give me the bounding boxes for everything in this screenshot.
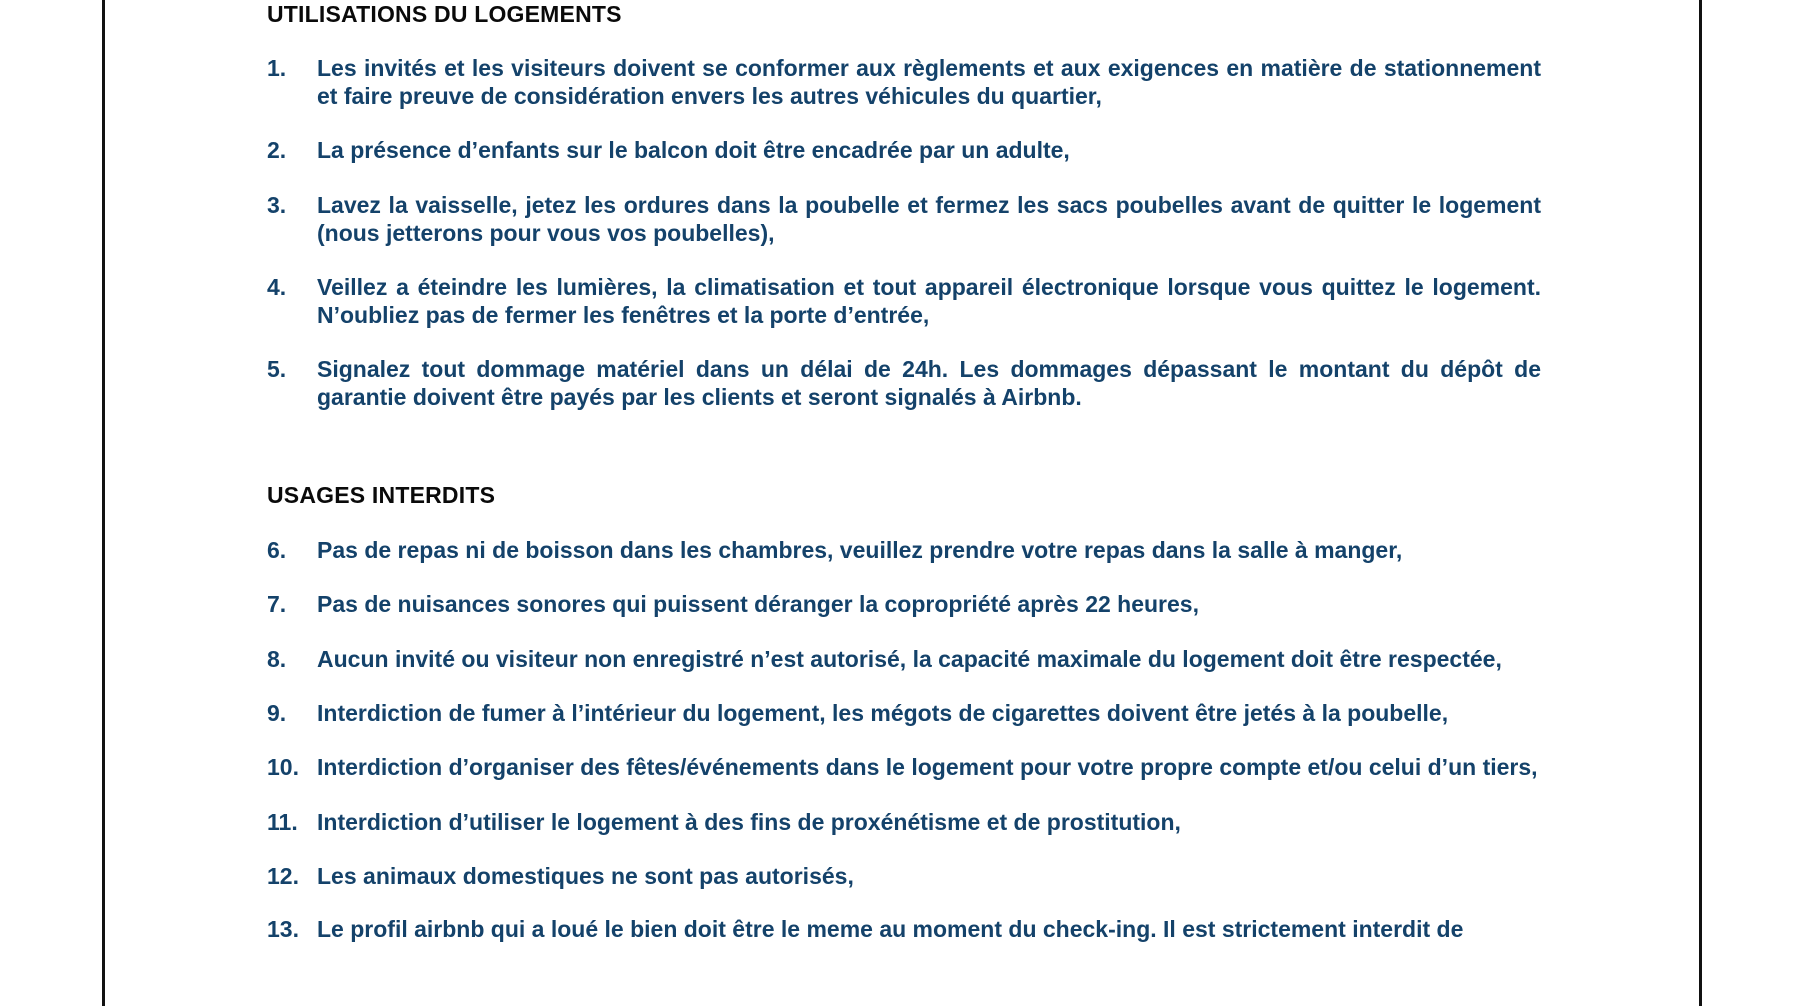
rule-number: 11. [267,809,298,835]
rule-item [267,590,1541,618]
rule-item [267,645,1541,673]
rule-item [267,699,1541,727]
rule-number: 4. [267,274,287,300]
rule-number: 2. [267,137,287,163]
rules-list-interdits [267,536,1541,943]
rule-text: Aucun invité ou visiteur non enregistré n’est autorisé, la capacité maximale du logement doit être respectée, [317,646,1502,672]
document-content [267,0,1541,943]
rule-item [267,862,1541,890]
rule-text: Interdiction d’organiser des fêtes/événements dans le logement pour votre propre compte et/ou celui d’un tiers, [317,754,1538,780]
rule-item [267,808,1541,836]
rule-number: 5. [267,356,287,382]
rule-number: 12. [267,863,299,889]
rule-text: Interdiction de fumer à l’intérieur du logement, les mégots de cigarettes doivent être jetés à la poubelle, [317,700,1449,726]
rule-item [267,915,1541,943]
rule-text: La présence d’enfants sur le balcon doit être encadrée par un adulte, [317,137,1070,163]
rule-text: Les invités et les visiteurs doivent se conformer aux règlements et aux exigences en matière de stationnement et faire preuve de considération envers les autres véhicules du quartier, [317,55,1541,109]
rule-item [267,191,1541,247]
section-title-utilisations: UTILISATIONS DU LOGEMENTS [267,1,622,27]
rule-text: Veillez a éteindre les lumières, la climatisation et tout appareil électronique lorsque vous quittez le logement. N’oubliez pas de fermer les fenêtres et la porte d’entrée, [317,274,1541,328]
rule-text: Pas de nuisances sonores qui puissent déranger la copropriété après 22 heures, [317,591,1199,617]
rule-number: 8. [267,646,287,672]
rule-number: 7. [267,591,287,617]
rule-item [267,136,1541,164]
rule-item [267,273,1541,329]
rule-number: 9. [267,700,287,726]
rule-number: 3. [267,192,287,218]
rule-item [267,355,1541,411]
rule-item [267,753,1541,781]
rule-text: Le profil airbnb qui a loué le bien doit être le meme au moment du check-ing. Il est strictement interdit de [317,916,1464,942]
rule-number: 1. [267,55,287,81]
rule-text: Lavez la vaisselle, jetez les ordures dans la poubelle et fermez les sacs poubelles avant de quitter le logement (nous jetterons pour vous vos poubelles), [317,192,1541,246]
rule-text: Pas de repas ni de boisson dans les chambres, veuillez prendre votre repas dans la salle à manger, [317,537,1403,563]
rule-number: 6. [267,537,287,563]
section-title-usages-interdits: USAGES INTERDITS [267,482,496,508]
rule-item [267,54,1541,110]
rule-number: 10. [267,754,299,780]
rules-list-utilisations [267,54,1541,411]
rule-text: Signalez tout dommage matériel dans un délai de 24h. Les dommages dépassant le montant du dépôt de garantie doivent être payés par les clients et seront signalés à Airbnb. [317,356,1541,410]
rule-text: Les animaux domestiques ne sont pas autorisés, [317,863,854,889]
rule-item [267,536,1541,564]
rule-number: 13. [267,916,299,942]
rule-text: Interdiction d’utiliser le logement à des fins de proxénétisme et de prostitution, [317,809,1181,835]
